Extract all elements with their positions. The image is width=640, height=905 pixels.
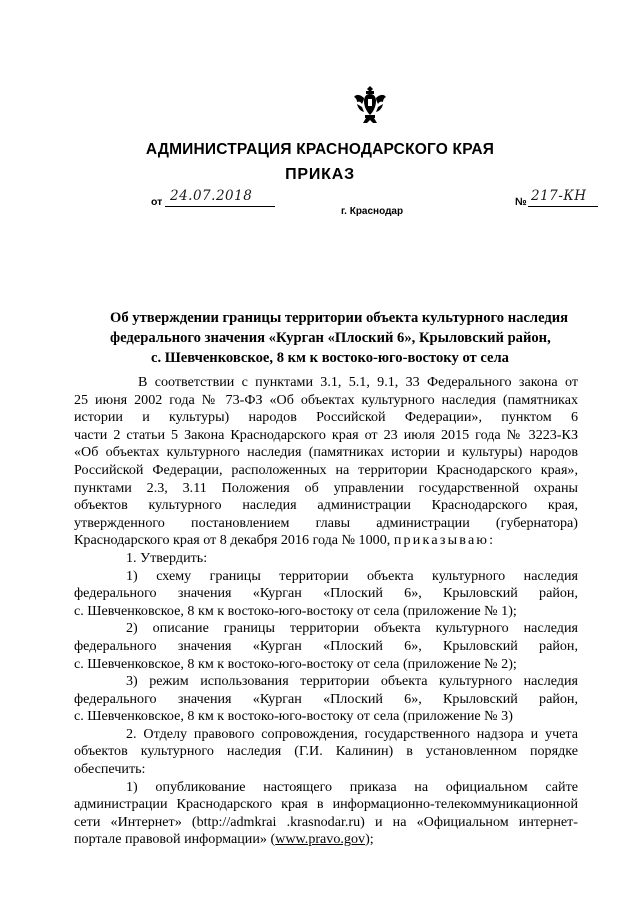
preamble-line: части 2 статьи 5 Закона Краснодарского края от 23 июля 2015 года № 3223-КЗ <box>74 426 578 443</box>
item-2-1-line: сети «Интернет» (bttp://admkrai .krasnodar.ru) и на «Официальном интернет- <box>74 813 578 830</box>
coat-of-arms-icon <box>353 84 387 124</box>
item-1-3-line: с. Шевченковское, 8 км к востоко-юго-востоку от села (приложение № 3) <box>74 708 513 725</box>
title-line: федерального значения «Курган «Плоский 6», Крыловский район, <box>110 330 551 346</box>
preamble-verb: приказываю: <box>393 532 496 549</box>
item-1-3-line: 3) режим использования территории объекта культурного наследия <box>126 673 578 690</box>
title-line: с. Шевченковское, 8 км к востоко-юго-востоку от села <box>151 350 509 366</box>
item-2-1-last-prefix: портале правовой информации» ( <box>74 831 276 848</box>
preamble-line: утвержденного постановлением главы администрации (губернатора) <box>74 514 578 531</box>
date-underline <box>165 206 275 207</box>
item-1-1-line: с. Шевченковское, 8 км к востоко-юго-востоку от села (приложение № 1); <box>74 602 517 619</box>
date-prefix: от <box>151 196 163 208</box>
preamble-line: 25 июня 2002 года № 73-ФЗ «Об объектах культурного наследия (памятниках <box>74 391 578 408</box>
item-1-1-line: 1) схему границы территории объекта культурного наследия <box>126 567 578 584</box>
document-type: ПРИКАЗ <box>285 166 355 183</box>
date-handwritten: 24.07.2018 <box>170 188 253 204</box>
item-1-3-line: федерального значения «Курган «Плоский 6», Крыловский район, <box>74 690 578 707</box>
preamble-line: «Об объектах культурного наследия (памятниках истории и культуры) народов <box>74 444 578 461</box>
item-2-line: обеспечить: <box>74 761 146 778</box>
preamble-line: истории и культуры) народов Российской Федерации», пунктом 6 <box>74 409 578 426</box>
organization-name: АДМИНИСТРАЦИЯ КРАСНОДАРСКОГО КРАЯ <box>145 141 495 158</box>
item-1-2-line: федерального значения «Курган «Плоский 6», Крыловский район, <box>74 637 578 654</box>
city: г. Краснодар <box>341 206 404 217</box>
item-1-2-line: с. Шевченковское, 8 км к востоко-юго-востоку от села (приложение № 2); <box>74 655 517 672</box>
preamble-line: В соответствии с пунктами 3.1, 5.1, 9.1, 33 Федерального закона от <box>138 374 578 390</box>
item-1: 1. Утвердить: <box>126 549 208 566</box>
preamble-last-line <box>74 532 578 550</box>
preamble-line: Российской Федерации, расположенных на территории Краснодарского края», <box>74 461 578 478</box>
item-2-1-last-suffix: ); <box>365 831 374 848</box>
item-2-1-line: администрации Краснодарского края в информационно-телекоммуникационной <box>74 796 578 813</box>
number-prefix: № <box>515 196 527 208</box>
number-handwritten: 217-КН <box>531 188 587 204</box>
item-1-2-line: 2) описание границы территории объекта культурного наследия <box>126 620 578 637</box>
pravo-gov-link[interactable]: www.pravo.gov <box>275 831 366 848</box>
document-body <box>74 374 578 849</box>
title-line: Об утверждении границы территории объекта культурного наследия <box>110 310 569 326</box>
preamble-line: пунктами 2.3, 3.11 Положения об управлении государственной охраны <box>74 479 578 496</box>
document-title <box>110 308 569 368</box>
item-1-1-line: федерального значения «Курган «Плоский 6», Крыловский район, <box>74 585 578 602</box>
item-2-1-line: 1) опубликование настоящего приказа на официальном сайте <box>126 778 578 795</box>
number-underline <box>528 206 598 207</box>
preamble-last-text: Краснодарского края от 8 декабря 2016 года № 1000, <box>74 532 391 549</box>
preamble-line: объектов культурного наследия администрации Краснодарского края, <box>74 497 578 514</box>
item-2-1-last-line <box>74 831 578 849</box>
item-2-line: объектов культурного наследия (Г.И. Калинин) в установленном порядке <box>74 743 578 760</box>
item-2-line: 2. Отделу правового сопровождения, государственного надзора и учета <box>126 725 578 742</box>
